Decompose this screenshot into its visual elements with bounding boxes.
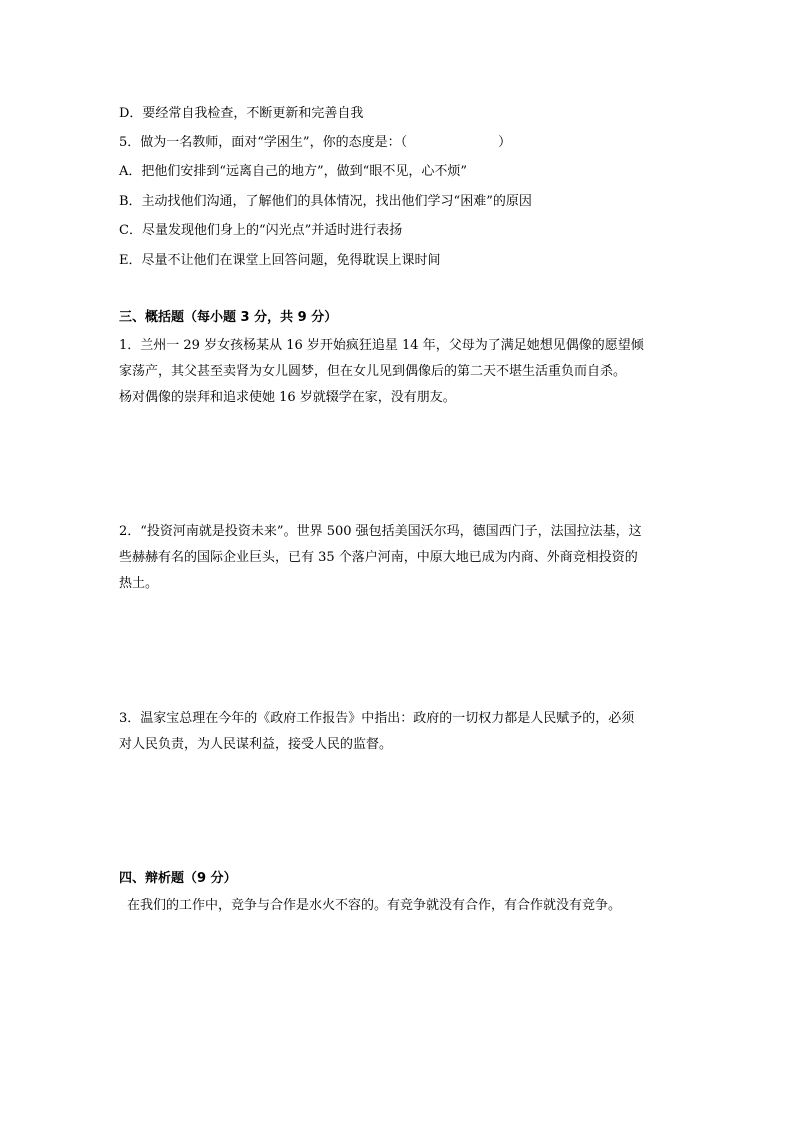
question-3-line-1: 3．温家宝总理在今年的《政府工作报告》中指出：政府的一切权力都是人民赋予的，必须	[119, 711, 635, 726]
option-d: D．要经常自我检查，不断更新和完善自我	[119, 106, 364, 121]
question-2-line-2: 些赫赫有名的国际企业巨头，已有 35 个落户河南，中原大地已成为内商、外商竞相投资的	[119, 550, 638, 565]
section-4-heading: 四、辩析题（9 分）	[119, 871, 237, 886]
question-2-line-3: 热土。	[119, 576, 159, 591]
question-5-option-c: C．尽量发现他们身上的“闪光点”并适时进行表扬	[119, 223, 403, 238]
section-3-heading: 三、概括题（每小题 3 分，共 9 分）	[119, 310, 338, 325]
question-5-option-a: A．把他们安排到“远离自己的地方”，做到“眼不见，心不烦”	[119, 164, 467, 179]
question-5-stem: 5．做为一名教师，面对“学困生”，你的态度是：（ ）	[119, 135, 512, 150]
question-1-line-2: 家荡产，其父甚至卖肾为女儿圆梦，但在女儿见到偶像后的第二天不堪生活重负而自杀。	[119, 364, 627, 379]
question-1-line-3: 杨对偶像的崇拜和追求使她 16 岁就辍学在家，没有朋友。	[119, 390, 456, 405]
question-1-line-1: 1．兰州一 29 岁女孩杨某从 16 岁开始疯狂追星 14 年，父母为了满足她想见偶像的愿望倾	[119, 338, 644, 353]
question-2-line-1: 2．“投资河南就是投资未来”。世界 500 强包括美国沃尔玛，德国西门子，法国拉法基，这	[119, 524, 642, 539]
question-5-option-e: E．尽量不让他们在课堂上回答问题，免得耽误上课时间	[119, 253, 441, 268]
question-5-option-b: B．主动找他们沟通，了解他们的具体情况，找出他们学习“困难”的原因	[119, 194, 532, 209]
section-4-statement: 在我们的工作中，竞争与合作是水火不容的。有竞争就没有合作，有合作就没有竞争。	[127, 898, 622, 913]
question-3-line-2: 对人民负责，为人民谋利益，接受人民的监督。	[119, 737, 393, 752]
